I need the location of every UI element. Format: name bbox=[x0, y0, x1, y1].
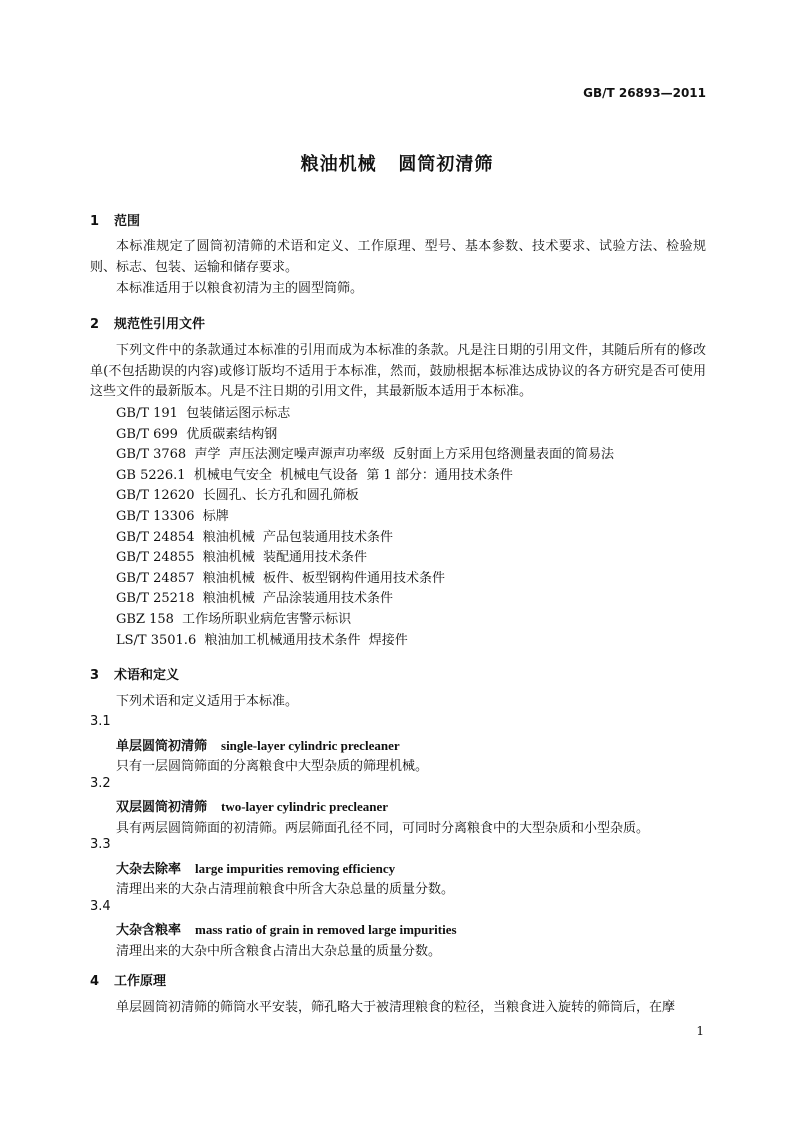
term-definition: 清理出来的大杂占清理前粮食中所含大杂总量的质量分数。 bbox=[116, 882, 455, 897]
term-number: 3.2 bbox=[90, 776, 111, 791]
reference-item: GB/T 24854 粮油机械 产品包装通用技术条件 bbox=[116, 529, 394, 545]
section-4-paragraph: 单层圆筒初清筛的筛筒水平安装，筛孔略大于被清理粮食的粒径，当粮食进入旋转的筛筒后，在摩 bbox=[116, 1000, 676, 1015]
section-3-heading bbox=[90, 664, 179, 683]
term-definition: 清理出来的大杂中所含粮食占清出大杂总量的质量分数。 bbox=[116, 944, 442, 959]
reference-item: LS/T 3501.6 粮油加工机械通用技术条件 焊接件 bbox=[116, 632, 408, 648]
term-name bbox=[116, 858, 395, 877]
term-name-en: mass ratio of grain in removed large impurities bbox=[195, 922, 457, 937]
section-1-paragraph-2: 本标准适用于以粮食初清为主的圆型筒筛。 bbox=[116, 281, 364, 296]
section-number: 2 bbox=[90, 317, 100, 332]
reference-item: GB/T 191 包装储运图示标志 bbox=[116, 406, 291, 421]
term-name-en: large impurities removing efficiency bbox=[195, 861, 396, 876]
section-number: 4 bbox=[90, 974, 100, 989]
section-2-heading bbox=[90, 313, 205, 332]
term-name bbox=[116, 735, 400, 754]
term-name-en: single-layer cylindric precleaner bbox=[221, 738, 400, 753]
section-title: 范围 bbox=[114, 214, 141, 229]
term-name bbox=[116, 919, 457, 938]
reference-item: GB/T 25218 粮油机械 产品涂装通用技术条件 bbox=[116, 591, 394, 607]
term-definition: 只有一层圆筒筛面的分离粮食中大型杂质的筛理机械。 bbox=[116, 759, 429, 774]
term-name-zh: 双层圆筒初清筛 bbox=[116, 800, 208, 815]
section-1-paragraph-1: 本标准规定了圆筒初清筛的术语和定义、工作原理、型号、基本参数、技术要求、试验方法、检验规则、标志、包装、运输和储存要求。 bbox=[90, 239, 706, 275]
term-number: 3.3 bbox=[90, 837, 111, 852]
reference-item: GB/T 24857 粮油机械 板件、板型钢构件通用技术条件 bbox=[116, 570, 446, 586]
standard-number: GB/T 26893—2011 bbox=[583, 86, 706, 100]
page-number: 1 bbox=[696, 1024, 704, 1038]
term-name-zh: 单层圆筒初清筛 bbox=[116, 739, 208, 754]
term-number: 3.4 bbox=[90, 899, 111, 914]
term-name-en: two-layer cylindric precleaner bbox=[221, 799, 389, 814]
reference-item: GB/T 24855 粮油机械 装配通用技术条件 bbox=[116, 550, 368, 566]
term-name-zh: 大杂含粮率 bbox=[116, 923, 182, 938]
normative-reference-list bbox=[116, 404, 614, 651]
section-title: 规范性引用文件 bbox=[114, 317, 206, 332]
term-number: 3.1 bbox=[90, 714, 111, 729]
term-name bbox=[116, 796, 388, 815]
section-4-heading bbox=[90, 970, 166, 989]
reference-item: GB/T 13306 标牌 bbox=[116, 508, 229, 524]
section-2-intro: 下列文件中的条款通过本标准的引用而成为本标准的条款。凡是注日期的引用文件，其随后所有的修改单(不包括勘误的内容)或修订版均不适用于本标准，然而，鼓励根据本标准达成协议的各方研究是否可使用这些文件的最新版本。凡是不注日期的引用文件，其最新版本适用于本标准。 bbox=[90, 343, 706, 400]
section-number: 1 bbox=[90, 214, 100, 229]
section-1-heading bbox=[90, 210, 140, 229]
document-title: 粮油机械 圆筒初清筛 bbox=[300, 154, 494, 175]
section-title: 工作原理 bbox=[114, 974, 167, 989]
reference-item: GB 5226.1 机械电气安全 机械电气设备 第 1 部分：通用技术条件 bbox=[116, 467, 513, 483]
reference-item: GB/T 699 优质碳素结构钢 bbox=[116, 426, 278, 442]
section-title: 术语和定义 bbox=[114, 668, 180, 683]
reference-item: GB/T 3768 声学 声压法测定噪声源声功率级 反射面上方采用包络测量表面的简易法 bbox=[116, 447, 614, 463]
reference-item: GB/T 12620 长圆孔、长方孔和圆孔筛板 bbox=[116, 488, 359, 504]
term-definition: 具有两层圆筒筛面的初清筛。两层筛面孔径不同，可同时分离粮食中的大型杂质和小型杂质。 bbox=[116, 821, 650, 836]
section-number: 3 bbox=[90, 668, 100, 683]
term-name-zh: 大杂去除率 bbox=[116, 862, 182, 877]
reference-item: GBZ 158 工作场所职业病危害警示标识 bbox=[116, 611, 352, 627]
section-3-intro: 下列术语和定义适用于本标准。 bbox=[116, 694, 299, 709]
